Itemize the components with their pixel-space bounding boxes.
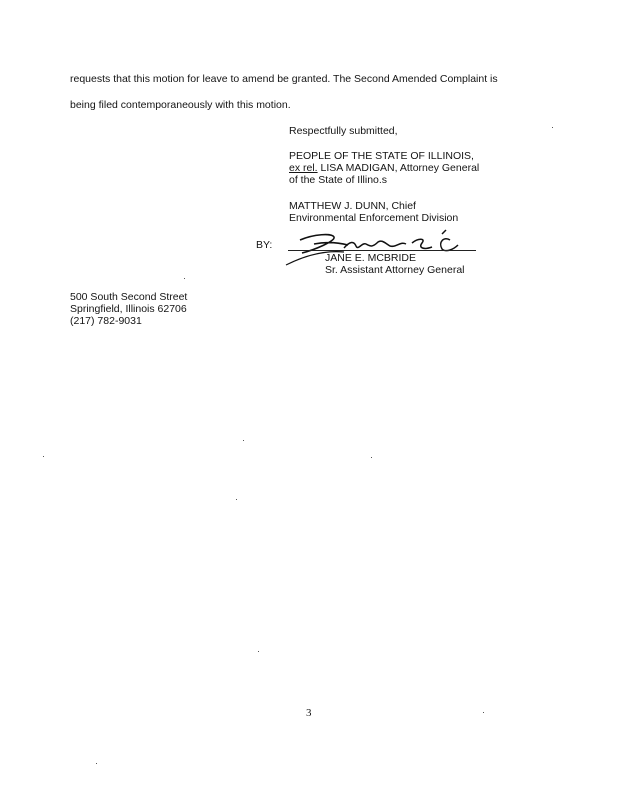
state-line: of the State of Illino.s	[289, 174, 388, 186]
division-name: Environmental Enforcement Division	[289, 212, 459, 224]
chief-name: MATTHEW J. DUNN, Chief	[289, 200, 416, 212]
scan-speck	[483, 712, 484, 713]
scan-speck	[258, 651, 259, 652]
page-number: 3	[306, 707, 312, 719]
signature-line	[288, 250, 476, 251]
by-label: BY:	[256, 239, 273, 251]
scan-speck	[236, 499, 237, 500]
ex-rel-text: ex rel.	[289, 162, 318, 174]
party-line: PEOPLE OF THE STATE OF ILLINOIS,	[289, 150, 474, 162]
scan-speck	[43, 456, 44, 457]
scan-speck	[371, 457, 372, 458]
address-street: 500 South Second Street	[70, 291, 188, 303]
signer-name: JANE E. MCBRIDE	[325, 252, 417, 264]
body-text-line-2: being filed contemporaneously with this motion.	[70, 99, 291, 111]
scan-speck	[96, 763, 97, 764]
body-text-line-1: requests that this motion for leave to amend be granted. The Second Amended Complaint is	[70, 73, 498, 85]
closing-text: Respectfully submitted,	[289, 125, 398, 137]
scan-speck	[184, 278, 185, 279]
address-city: Springfield, Illinois 62706	[70, 303, 187, 315]
scan-speck	[243, 440, 244, 441]
attorney-general-name: LISA MADIGAN, Attorney General	[317, 162, 480, 174]
scan-speck	[552, 127, 553, 128]
signer-title: Sr. Assistant Attorney General	[325, 264, 465, 276]
address-phone: (217) 782-9031	[70, 315, 142, 327]
attorney-general-line	[289, 162, 479, 174]
